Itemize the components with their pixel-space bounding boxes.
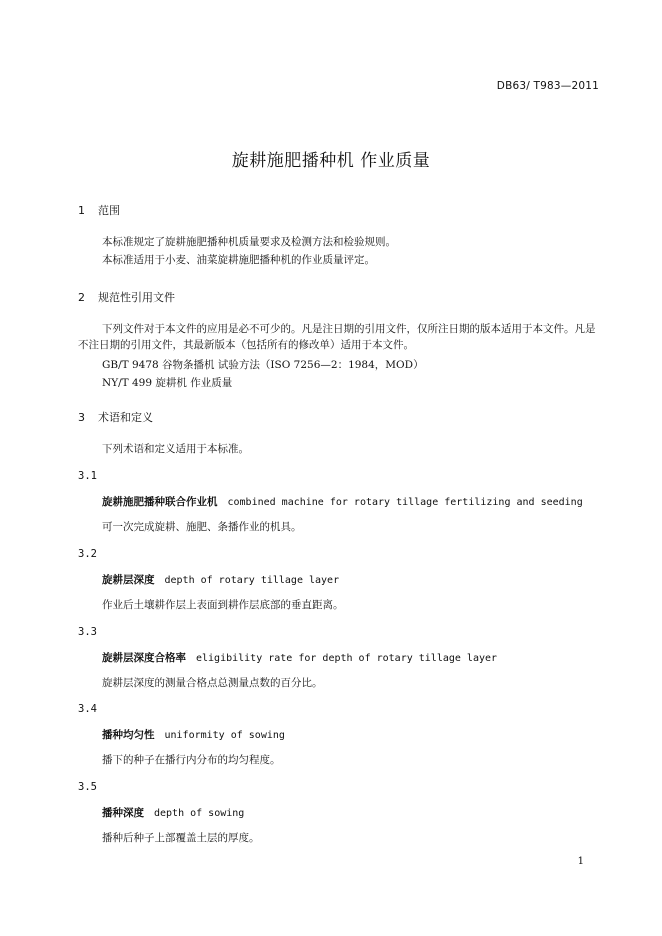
term-en: depth of sowing [154,808,245,819]
paragraph: 本标准适用于小麦、油菜旋耕施肥播种机的作业质量评定。 [102,254,375,266]
term-zh: 旋耕层深度 [102,574,155,586]
section-1-heading [78,202,120,218]
page-number: 1 [577,856,584,867]
term-en: combined machine for rotary tillage fertilizing and seeding [227,497,583,508]
subsection-number: 3.3 [78,626,97,638]
subsection-number: 3.2 [78,548,97,560]
paragraph: 本标准规定了旋耕施肥播种机质量要求及检测方法和检验规则。 [102,236,396,248]
reference-item: GB/T 9478 谷物条播机 试验方法（ISO 7256—2：1984，MOD） [102,359,424,371]
term-zh: 播种均匀性 [102,729,155,741]
document-code: DB63/ T983—2011 [496,80,599,92]
term-entry [102,494,583,509]
paragraph: 下列术语和定义适用于本标准。 [102,443,249,455]
paragraph: 下列文件对于本文件的应用是必不可少的。凡是注日期的引用文件，仅所注日期的版本适用于本文件。凡是不注日期的引用文件，其最新版本（包括所有的修改单）适用于本文件。 [78,323,596,351]
section-title: 规范性引用文件 [98,291,175,304]
term-entry [102,727,285,742]
subsection-number: 3.5 [78,781,97,793]
term-en: eligibility rate for depth of rotary tillage layer [196,653,498,664]
term-entry [102,805,244,820]
reference-item: NY/T 499 旋耕机 作业质量 [102,377,233,389]
term-entry [102,650,497,665]
term-definition: 可一次完成旋耕、施肥、条播作业的机具。 [102,521,302,533]
term-en: depth of rotary tillage layer [164,575,340,586]
section-title: 范围 [98,204,120,217]
section-number: 1 [78,204,85,217]
subsection-number: 3.4 [78,703,97,715]
section-2-heading [78,289,175,305]
term-entry [102,572,339,587]
term-zh: 旋耕施肥播种联合作业机 [102,496,218,508]
term-definition: 旋耕层深度的测量合格点总测量点数的百分比。 [102,677,323,689]
term-zh: 旋耕层深度合格率 [102,652,186,664]
term-definition: 播种后种子上部覆盖土层的厚度。 [102,832,260,844]
section-number: 3 [78,411,85,424]
document-title: 旋耕施肥播种机 作业质量 [231,151,431,171]
section-number: 2 [78,291,85,304]
term-zh: 播种深度 [102,807,144,819]
section-3-heading [78,409,153,425]
section-title: 术语和定义 [98,411,153,424]
term-definition: 作业后土壤耕作层上表面到耕作层底部的垂直距离。 [102,599,344,611]
subsection-number: 3.1 [78,470,97,482]
term-definition: 播下的种子在播行内分布的均匀程度。 [102,754,281,766]
term-en: uniformity of sowing [164,730,285,741]
